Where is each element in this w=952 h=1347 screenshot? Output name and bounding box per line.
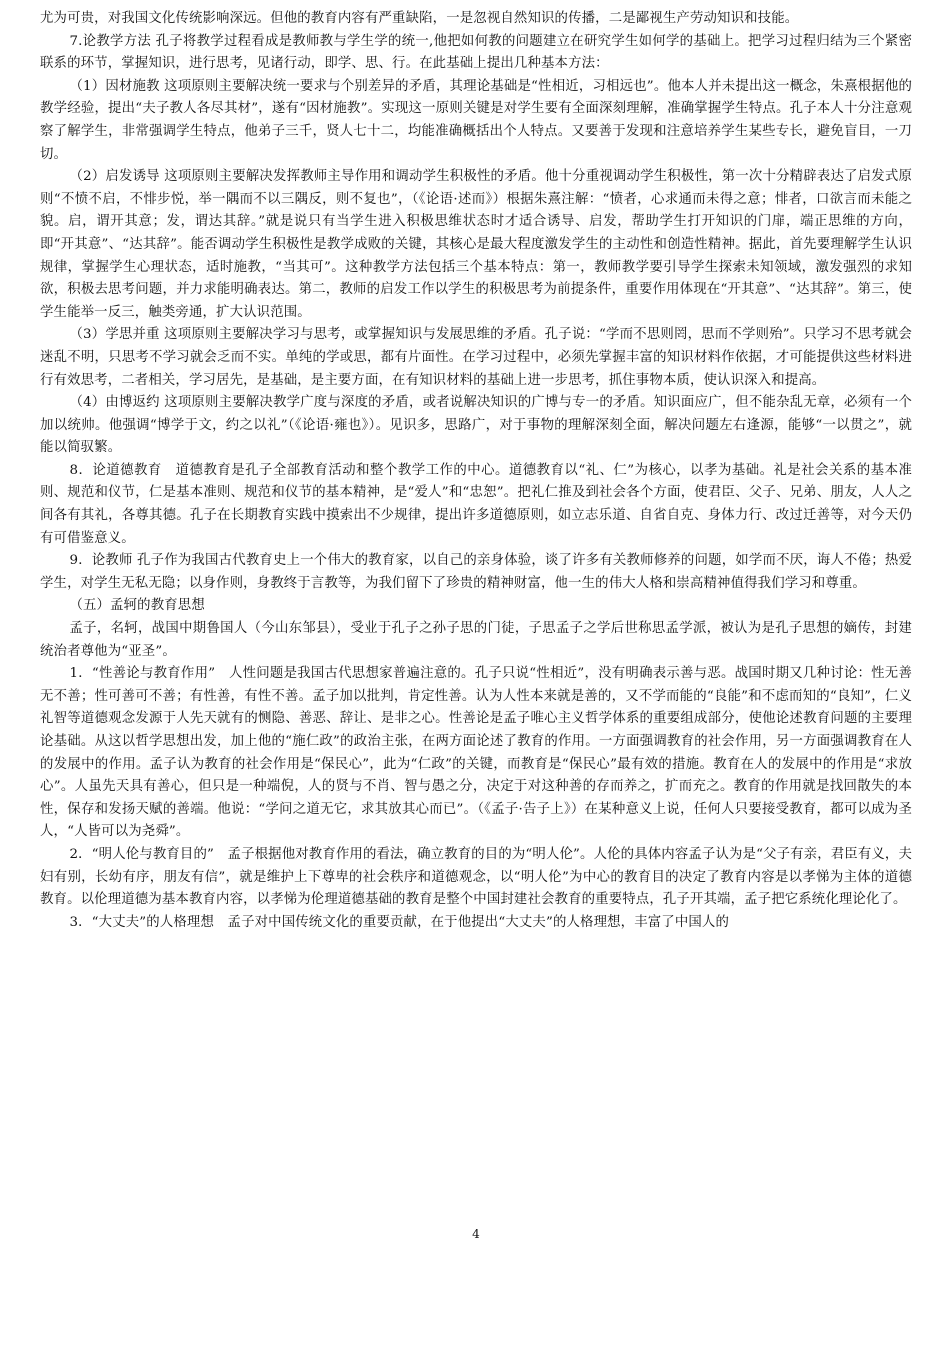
paragraph: 尤为可贵，对我国文化传统影响深远。但他的教育内容有严重缺陷，一是忽视自然知识的传播，二是鄙视生产劳动知识和技能。 <box>40 11 799 26</box>
paragraph: 孟子，名轲，战国中期鲁国人（今山东邹县），受业于孔子之孙子思的门徒，子思孟子之学后世称思孟学派，被认为是孔子思想的嫡传，封建统治者尊他为“亚圣”。 <box>40 621 912 659</box>
paragraph: （4）由博返约 这项原则主要解决教学广度与深度的矛盾，或者说解决知识的广博与专一的矛盾。知识面应广，但不能杂乱无章，必须有一个加以统帅。他强调“博学于文，约之以礼”（《论语·雍也》）。见识多，思路广，对于事物的理解深刻全面，解决问题左右逢源，能够“一以贯之”，就能以简驭繁。 <box>40 395 912 456</box>
paragraph: （3）学思并重 这项原则主要解决学习与思考，或掌握知识与发展思维的矛盾。孔子说：“学而不思则罔，思而不学则殆”。只学习不思考就会迷乱不明，只思考不学习就会乏而不实。单纯的学或思，都有片面性。在学习过程中，必须先掌握丰富的知识材料作依据，才可能提供这些材料进行有效思考，二者相关，学习居先，是基础，是主要方面，在有知识材料的基础上进一步思考，抓住事物本质，使认识深入和提高。 <box>40 327 912 388</box>
page-number: 4 <box>472 1227 480 1241</box>
paragraph: （1）因材施教 这项原则主要解决统一要求与个别差异的矛盾，其理论基础是“性相近，习相远也”。他本人并未提出这一概念，朱熹根据他的教学经验，提出“夫子教人各尽其材”，遂有“因材施教”。实现这一原则关键是对学生要有全面深刻理解，准确掌握学生特点。孔子本人十分注意观察了解学生，非常强调学生特点，他弟子三千，贤人七十二，均能准确概括出个人特点。又要善于发现和注意培养学生某些专长，避免盲目，一刀切。 <box>40 78 912 162</box>
paragraph: 7.论教学方法 孔子将教学过程看成是教师教与学生学的统一,他把如何教的问题建立在研究学生如何学的基础上。把学习过程归结为三个紧密联系的环节，掌握知识，进行思考，见诸行动，即学、思、行。在此基础上提出几种基本方法： <box>40 33 912 72</box>
paragraph: 2．“明人伦与教育目的” 孟子根据他对教育作用的看法，确立教育的目的为“明人伦”。人伦的具体内容孟子认为是“父子有亲，君臣有义，夫妇有别，长幼有序，朋友有信”，就是维护上下尊卑的社会秩序和道德观念，以“明人伦”为中心的教育目的决定了教育内容是以孝悌为主体的道德教育。以伦理道德为基本教育内容，以孝悌为伦理道德基础的教育是整个中国封建社会教育的重要特点，孔子开其端，孟子把它系统化理论化了。 <box>40 846 913 908</box>
paragraph: （2）启发诱导 这项原则主要解决发挥教师主导作用和调动学生积极性的矛盾。他十分重视调动学生积极性，第一次十分精辟表达了启发式原则“不愤不启，不悱步悦，举一隅而不以三隅反，则不复也”，（《论语·述而》）根据朱熹注解：“愤者，心求通而未得之意；悱者，口欲言而未能之貌。启，谓开其意；发，谓达其辞。”就是说只有当学生进入积极思维状态时才适合诱导、启发，帮助学生打开知识的门扉，端正思维的方向，即“开其意”、“达其辞”。能否调动学生积极性是教学成败的关键，其核心是最大程度激发学生的主动性和创造性精神。据此，首先要理解学生认识规律，掌握学生心理状态，适时施教，“当其可”。这种教学方法包括三个基本特点：第一，教师教学要引导学生探索未知领域，激发强烈的求知欲，积极去思考问题，并力求能明确表达。第二，教师的启发工作以学生的积极思考为前提条件，重要作用体现在“开其意”、“达其辞”。第三，使学生能举一反三，触类旁通，扩大认识范围。 <box>40 169 912 320</box>
paragraph: 1．“性善论与教育作用” 人性问题是我国古代思想家普遍注意的。孔子只说“性相近”，没有明确表示善与恶。战国时期又几种讨论：性无善无不善；性可善可不善；有性善，有性不善。孟子加以批判，肯定性善。认为人性本来就是善的，又不学而能的“良能”和不虑而知的“良知”，仁义礼智等道德观念发源于人先天就有的恻隐、善恶、辞让、是非之心。性善论是孟子唯心主义哲学体系的重要组成部分，使他论述教育问题的主要理论基础。从这以哲学思想出发，加上他的“施仁政”的政治主张，在两方面论述了教育的作用。一方面强调教育的社会作用，另一方面强调教育在人的发展中的作用。孟子认为教育的社会作用是“保民心”，此为“仁政”的关键，而教育是“保民心”最有效的措施。教育在人的发展中的作用是“求放心”。人虽先天具有善心，但只是一种端倪，人的贤与不肖、智与愚之分，决定于对这种善的存而养之，扩而充之。教育的作用就是找回散失的本性，保存和发扬天赋的善端。他说：“学问之道无它，求其放其心而已”。（《孟子·告子上》）在某种意义上说，任何人只要接受教育，都可以成为圣人，“人皆可以为尧舜”。 <box>40 666 912 840</box>
paragraph: （五）孟轲的教育思想 <box>69 598 205 614</box>
paragraph: 3．“大丈夫”的人格理想 孟子对中国传统文化的重要贡献，在于他提出“大丈夫”的人格理想，丰富了中国人的 <box>69 914 729 930</box>
paragraph: 9．论教师 孔子作为我国古代教育史上一个伟大的教育家，以自己的亲身体验，谈了许多有关教师修养的问题，如学而不厌，诲人不倦；热爱学生，对学生无私无隐；以身作则，身教终于言教等，为我们留下了珍贵的精神财富，他一生的伟大人格和崇高精神值得我们学习和尊重。 <box>40 553 912 591</box>
body-text <box>40 8 912 934</box>
paragraph: 8．论道德教育 道德教育是孔子全部教育活动和整个教学工作的中心。道德教育以“礼、仁”为核心，以孝为基础。礼是社会关系的基本准则、规范和仪节，仁是基本准则、规范和仪节的基本精神，是“爱人”和“忠恕”。把礼仁推及到社会各个方面，使君臣、父子、兄弟、朋友，人人之间各有其礼，各尊其德。孔子在长期教育实践中摸索出不少规律，提出许多道德原则，如立志乐道、自省自克、身体力行、改过迁善等，对今天仍有可借鉴意义。 <box>40 462 912 546</box>
